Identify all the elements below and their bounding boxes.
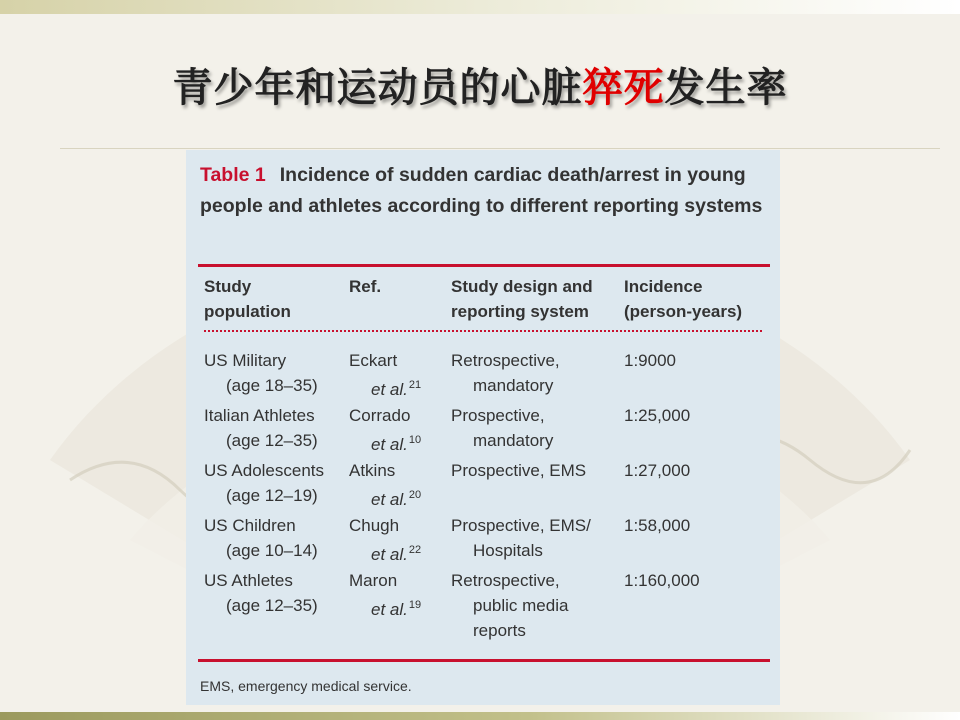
incidence-table-panel	[186, 150, 780, 705]
table-row-ref	[349, 568, 421, 622]
row-ref-author: Chugh	[349, 516, 400, 535]
row-design-2: mandatory	[473, 376, 554, 395]
row-design-2: mandatory	[473, 431, 554, 450]
table-row-population	[204, 458, 324, 508]
table-caption	[200, 160, 770, 222]
table-row-design	[451, 513, 591, 563]
table-row-design	[451, 403, 553, 453]
row-ref-etal	[349, 593, 421, 622]
row-pop: US Military	[204, 351, 287, 370]
title-highlight: 猝死	[582, 65, 665, 111]
row-ref-etal	[349, 428, 421, 457]
header-incidence	[624, 274, 742, 324]
row-design-3: reports	[473, 621, 526, 640]
table-row-design	[451, 348, 560, 398]
table-row-population	[204, 403, 318, 453]
row-refnum: 19	[408, 599, 422, 611]
row-age: (age 12–35)	[226, 596, 318, 615]
header-design	[451, 274, 593, 324]
row-design-1: Prospective,	[451, 406, 545, 425]
title-text-1: 青少年和运动员的心脏	[172, 65, 583, 111]
table-row-population	[204, 348, 318, 398]
table-row-ref	[349, 513, 421, 567]
table-row-incidence: 1:27,000	[624, 461, 691, 480]
header-design-line1: Study design and	[451, 277, 593, 296]
row-age: (age 12–19)	[226, 486, 318, 505]
table-row-design	[451, 458, 586, 483]
row-pop: Italian Athletes	[204, 406, 315, 425]
table-bottom-rule	[198, 659, 770, 662]
table-row-population	[204, 568, 318, 618]
table-row-incidence: 1:160,000	[624, 571, 700, 590]
table-row-incidence: 1:25,000	[624, 406, 691, 425]
row-ref-etal	[349, 538, 421, 567]
row-design-2: public media	[473, 596, 569, 615]
table-footnote: EMS, emergency medical service.	[200, 678, 412, 694]
row-age: (age 12–35)	[226, 431, 318, 450]
row-ref-etal	[349, 373, 421, 402]
row-pop: US Children	[204, 516, 296, 535]
header-incidence-line1: Incidence	[624, 277, 703, 296]
table-row-population	[204, 513, 318, 563]
table-row-ref	[349, 403, 421, 457]
row-refnum: 22	[408, 544, 422, 556]
row-etal: et al.	[371, 435, 408, 454]
header-ref	[349, 274, 381, 299]
table-top-rule	[198, 264, 770, 267]
row-design-1: Prospective, EMS/	[451, 516, 591, 535]
row-etal: et al.	[371, 600, 408, 619]
table-row-ref	[349, 348, 421, 402]
row-pop: US Adolescents	[204, 461, 325, 480]
row-design-2: Hospitals	[473, 541, 543, 560]
row-refnum: 20	[408, 489, 422, 501]
row-refnum: 21	[408, 379, 422, 391]
row-ref-author: Atkins	[349, 461, 396, 480]
table-row-incidence: 1:58,000	[624, 516, 691, 535]
header-population-line2: population	[204, 302, 291, 321]
row-ref-etal	[349, 483, 421, 512]
header-population	[204, 274, 291, 324]
header-incidence-line2: (person-years)	[624, 302, 743, 321]
row-design-1: Prospective, EMS	[451, 461, 587, 480]
row-design-1: Retrospective,	[451, 351, 560, 370]
title-text-2: 发生率	[664, 65, 788, 111]
table-row-incidence: 1:9000	[624, 351, 676, 370]
table-row-ref	[349, 458, 421, 512]
row-etal: et al.	[371, 545, 408, 564]
row-ref-author: Eckart	[349, 351, 398, 370]
row-design-1: Retrospective,	[451, 571, 560, 590]
row-pop: US Athletes	[204, 571, 293, 590]
row-etal: et al.	[371, 380, 408, 399]
header-population-line1: Study	[204, 277, 252, 296]
slide-title	[0, 56, 960, 113]
top-decor-band	[0, 0, 960, 14]
header-dotted-rule	[204, 330, 762, 332]
row-ref-author: Maron	[349, 571, 398, 590]
table-row-design	[451, 568, 568, 643]
title-divider	[60, 148, 940, 149]
row-age: (age 10–14)	[226, 541, 318, 560]
table-label: Table 1	[200, 164, 266, 186]
row-refnum: 10	[408, 434, 422, 446]
row-etal: et al.	[371, 490, 408, 509]
header-ref-line1: Ref.	[349, 277, 382, 296]
table-caption-text: Incidence of sudden cardiac death/arrest in young people and athletes according to different reporting systems	[200, 164, 763, 217]
header-design-line2: reporting system	[451, 302, 589, 321]
row-ref-author: Corrado	[349, 406, 411, 425]
row-age: (age 18–35)	[226, 376, 318, 395]
bottom-decor-band	[0, 712, 960, 720]
